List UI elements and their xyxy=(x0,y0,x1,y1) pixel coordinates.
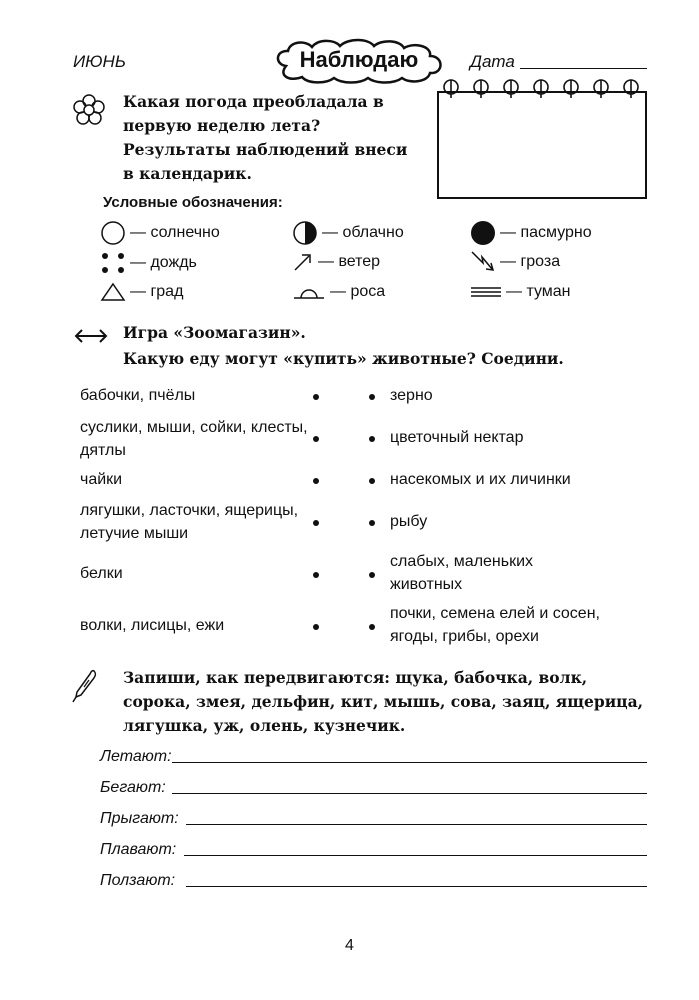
animal-item: бабочки, пчёлы xyxy=(80,387,196,404)
date-label: Дата xyxy=(470,52,515,71)
legend-item-overcast: — пасмурно xyxy=(470,220,592,246)
hail-triangle-icon xyxy=(100,281,126,303)
calendar-box[interactable] xyxy=(437,78,647,199)
game-title: Игра «Зоомагазин». xyxy=(123,323,306,342)
right-connect-dot[interactable] xyxy=(369,436,375,442)
animal-item: белки xyxy=(80,565,123,582)
animal-item: чайки xyxy=(80,471,123,488)
sun-circle-icon xyxy=(100,220,126,246)
legend-title: Условные обозначения: xyxy=(103,194,283,211)
legend-item-wind: — ветер xyxy=(292,250,380,274)
month-label: ИЮНЬ xyxy=(73,52,126,71)
food-item: рыбу xyxy=(390,513,428,530)
left-connect-dot[interactable] xyxy=(313,394,319,400)
half-circle-icon xyxy=(292,220,318,246)
answer-line-swim[interactable] xyxy=(184,855,647,856)
left-connect-dot[interactable] xyxy=(313,478,319,484)
flower-icon xyxy=(72,93,106,127)
section-title: Наблюдаю xyxy=(299,47,419,72)
food-item: насекомых и их личинки xyxy=(390,471,571,488)
legend-item-sunny: — солнечно xyxy=(100,220,220,246)
pen-icon xyxy=(72,669,98,703)
legend-item-hail: — град xyxy=(100,280,183,304)
page-number: 4 xyxy=(345,937,354,954)
dew-icon xyxy=(292,282,326,302)
filled-circle-icon xyxy=(470,220,496,246)
food-item: почки, семена елей и сосен, ягоды, грибы, орехи xyxy=(390,605,600,645)
fog-lines-icon xyxy=(470,282,502,302)
line-label-crawl: Ползают: xyxy=(100,872,176,889)
legend-item-cloudy: — облачно xyxy=(292,220,404,246)
right-connect-dot[interactable] xyxy=(369,572,375,578)
line-label-fly: Летают: xyxy=(100,748,172,765)
writing-task: Запиши, как передвигаются: щука, бабочка, волк, сорока, змея, дельфин, кит, мышь, сова, заяц, ящерица, лягушка, уж, олень, кузнечик. xyxy=(123,668,644,735)
legend-item-rain: — дождь xyxy=(100,250,197,276)
line-label-jump: Прыгают: xyxy=(100,810,179,827)
legend-item-fog: — туман xyxy=(470,280,571,304)
right-connect-dot[interactable] xyxy=(369,394,375,400)
wind-arrow-icon xyxy=(292,251,314,273)
game-task: Какую еду могут «купить» животные? Соедини. xyxy=(123,349,564,368)
right-connect-dot[interactable] xyxy=(369,520,375,526)
animal-item: волки, лисицы, ежи xyxy=(80,617,225,634)
food-item: цветочный нектар xyxy=(390,429,524,446)
left-connect-dot[interactable] xyxy=(313,624,319,630)
animal-item: суслики, мыши, сойки, клесты, дятлы xyxy=(80,419,308,459)
animal-item: лягушки, ласточки, ящерицы, летучие мыши xyxy=(80,502,299,542)
left-connect-dot[interactable] xyxy=(313,436,319,442)
right-connect-dot[interactable] xyxy=(369,478,375,484)
line-label-swim: Плавают: xyxy=(100,841,177,858)
question-text: Какая погода преобладала в первую неделю лета? Результаты наблюдений внеси в календарик. xyxy=(123,92,408,183)
lightning-icon xyxy=(470,250,496,274)
right-connect-dot[interactable] xyxy=(369,624,375,630)
answer-line-fly[interactable] xyxy=(172,762,647,763)
answer-line-run[interactable] xyxy=(172,793,647,794)
legend-item-dew: — роса xyxy=(292,280,385,304)
rain-dots-icon xyxy=(100,250,126,276)
date-input-line[interactable] xyxy=(520,68,647,69)
left-connect-dot[interactable] xyxy=(313,572,319,578)
food-item: зерно xyxy=(390,387,433,404)
answer-line-jump[interactable] xyxy=(186,824,647,825)
double-arrow-icon xyxy=(73,326,109,346)
line-label-run: Бегают: xyxy=(100,779,166,796)
food-item: слабых, маленьких животных xyxy=(390,553,534,593)
answer-line-crawl[interactable] xyxy=(186,886,647,887)
legend-item-storm: — гроза xyxy=(470,250,560,274)
left-connect-dot[interactable] xyxy=(313,520,319,526)
